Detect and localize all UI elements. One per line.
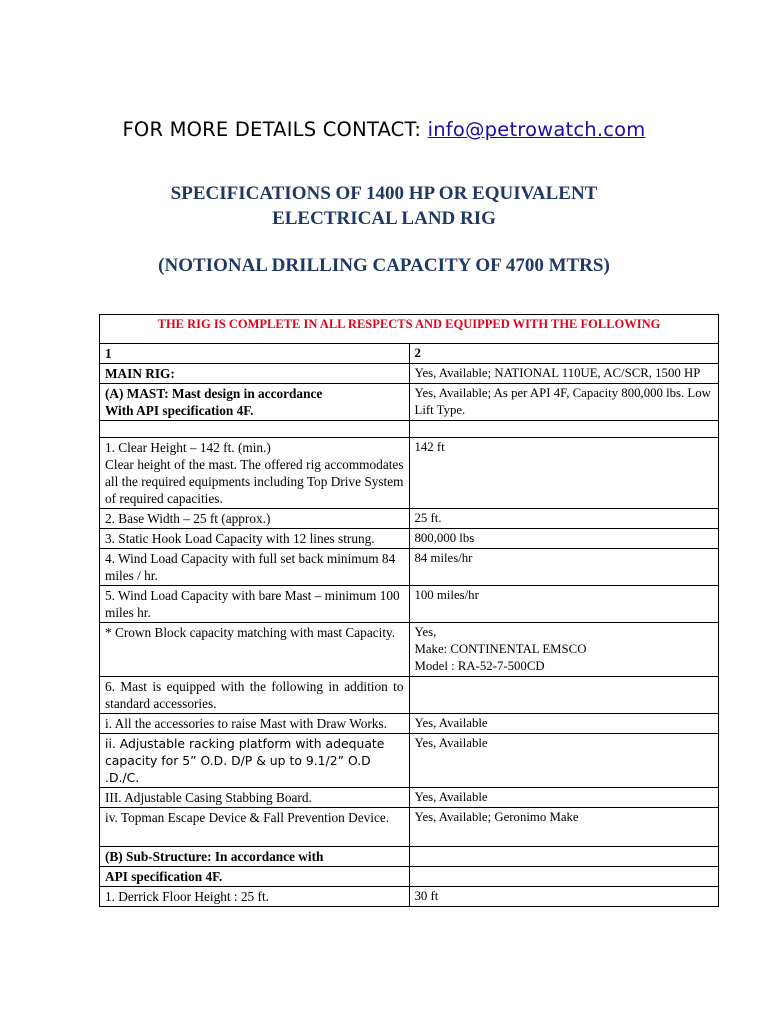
row-topman-label: iv. Topman Escape Device & Fall Prevention Device. [100,808,410,847]
row-hook-load-label: 3. Static Hook Load Capacity with 12 lines strung. [100,529,410,549]
spec-table [99,314,719,907]
column-2-number: 2 [409,344,719,364]
table-row [100,677,719,714]
row-hook-load-value: 800,000 lbs [409,529,719,549]
table-row [100,887,719,907]
table-row [100,788,719,808]
title-line-2: ELECTRICAL LAND RIG [272,208,496,229]
row-api-spec-value [409,867,719,887]
row-crown-block-make: Make: CONTINENTAL EMSCO [414,642,587,656]
table-row [100,623,719,677]
row-wind-bare-label: 5. Wind Load Capacity with bare Mast – minimum 100 miles hr. [100,586,410,623]
table-row-empty [100,421,719,438]
row-clear-height-label [100,438,410,509]
column-1-number: 1 [100,344,410,364]
row-raise-mast-label: i. All the accessories to raise Mast with Draw Works. [100,714,410,734]
row-crown-block-value [409,623,719,677]
row-raise-mast-value: Yes, Available [409,714,719,734]
row-clear-height-desc: Clear height of the mast. The offered rig accommodates all the required equipments including Top Drive System of required capacities. [105,457,404,506]
row-mast-label-line-2: With API specification 4F. [105,403,254,418]
table-row [100,384,719,421]
row-derrick-floor-value: 30 ft [409,887,719,907]
row-base-width-value: 25 ft. [409,509,719,529]
row-derrick-floor-label: 1. Derrick Floor Height : 25 ft. [100,887,410,907]
row-crown-block-yes: Yes, [414,625,437,639]
row-casing-board-label: III. Adjustable Casing Stabbing Board. [100,788,410,808]
row-wind-setback-value: 84 miles/hr [409,549,719,586]
table-row [100,586,719,623]
table-header: THE RIG IS COMPLETE IN ALL RESPECTS AND EQUIPPED WITH THE FOLLOWING [100,315,719,344]
row-mast-label-line-1: (A) MAST: Mast design in accordance [105,386,323,401]
row-main-rig-label: MAIN RIG: [100,364,410,384]
table-row [100,549,719,586]
table-header-row [100,315,719,344]
title-line-3: (NOTIONAL DRILLING CAPACITY OF 4700 MTRS) [158,255,610,276]
row-topman-value: Yes, Available; Geronimo Make [409,808,719,847]
row-main-rig-value: Yes, Available; NATIONAL 110UE, AC/SCR, 1500 HP [409,364,719,384]
row-clear-height-title: 1. Clear Height – 142 ft. (min.) [105,440,271,455]
row-racking-platform-label: ii. Adjustable racking platform with adequate capacity for 5” O.D. D/P & up to 9.1/2” O.D .D./C. [100,734,410,788]
row-clear-height-value: 142 ft [409,438,719,509]
row-crown-block-model: Model : RA-52-7-500CD [414,659,545,673]
row-wind-bare-value: 100 miles/hr [409,586,719,623]
row-empty-cell-2 [409,421,719,438]
table-row [100,438,719,509]
contact-line [0,118,768,141]
row-mast-value: Yes, Available; As per API 4F, Capacity 800,000 lbs. Low Lift Type. [409,384,719,421]
row-racking-platform-value: Yes, Available [409,734,719,788]
table-row [100,529,719,549]
row-mast-label [100,384,410,421]
row-substructure-value [409,847,719,867]
row-crown-block-label: * Crown Block capacity matching with mast Capacity. [100,623,410,677]
table-row [100,509,719,529]
row-wind-setback-label: 4. Wind Load Capacity with full set back minimum 84 miles / hr. [100,549,410,586]
row-empty-cell-1 [100,421,410,438]
column-number-row [100,344,719,364]
table-row [100,734,719,788]
contact-email-link[interactable]: info@petrowatch.com [427,118,646,141]
table-row [100,714,719,734]
table-row [100,364,719,384]
row-casing-board-value: Yes, Available [409,788,719,808]
row-base-width-label: 2. Base Width – 25 ft (approx.) [100,509,410,529]
title-line-1: SPECIFICATIONS OF 1400 HP OR EQUIVALENT [170,183,598,204]
table-row [100,808,719,847]
table-row [100,847,719,867]
row-mast-accessories-label: 6. Mast is equipped with the following in addition to standard accessories. [100,677,410,714]
table-row [100,867,719,887]
row-api-spec-label: API specification 4F. [100,867,410,887]
row-mast-accessories-value [409,677,719,714]
contact-label: FOR MORE DETAILS CONTACT: [122,118,422,141]
row-substructure-label: (B) Sub-Structure: In accordance with [100,847,410,867]
